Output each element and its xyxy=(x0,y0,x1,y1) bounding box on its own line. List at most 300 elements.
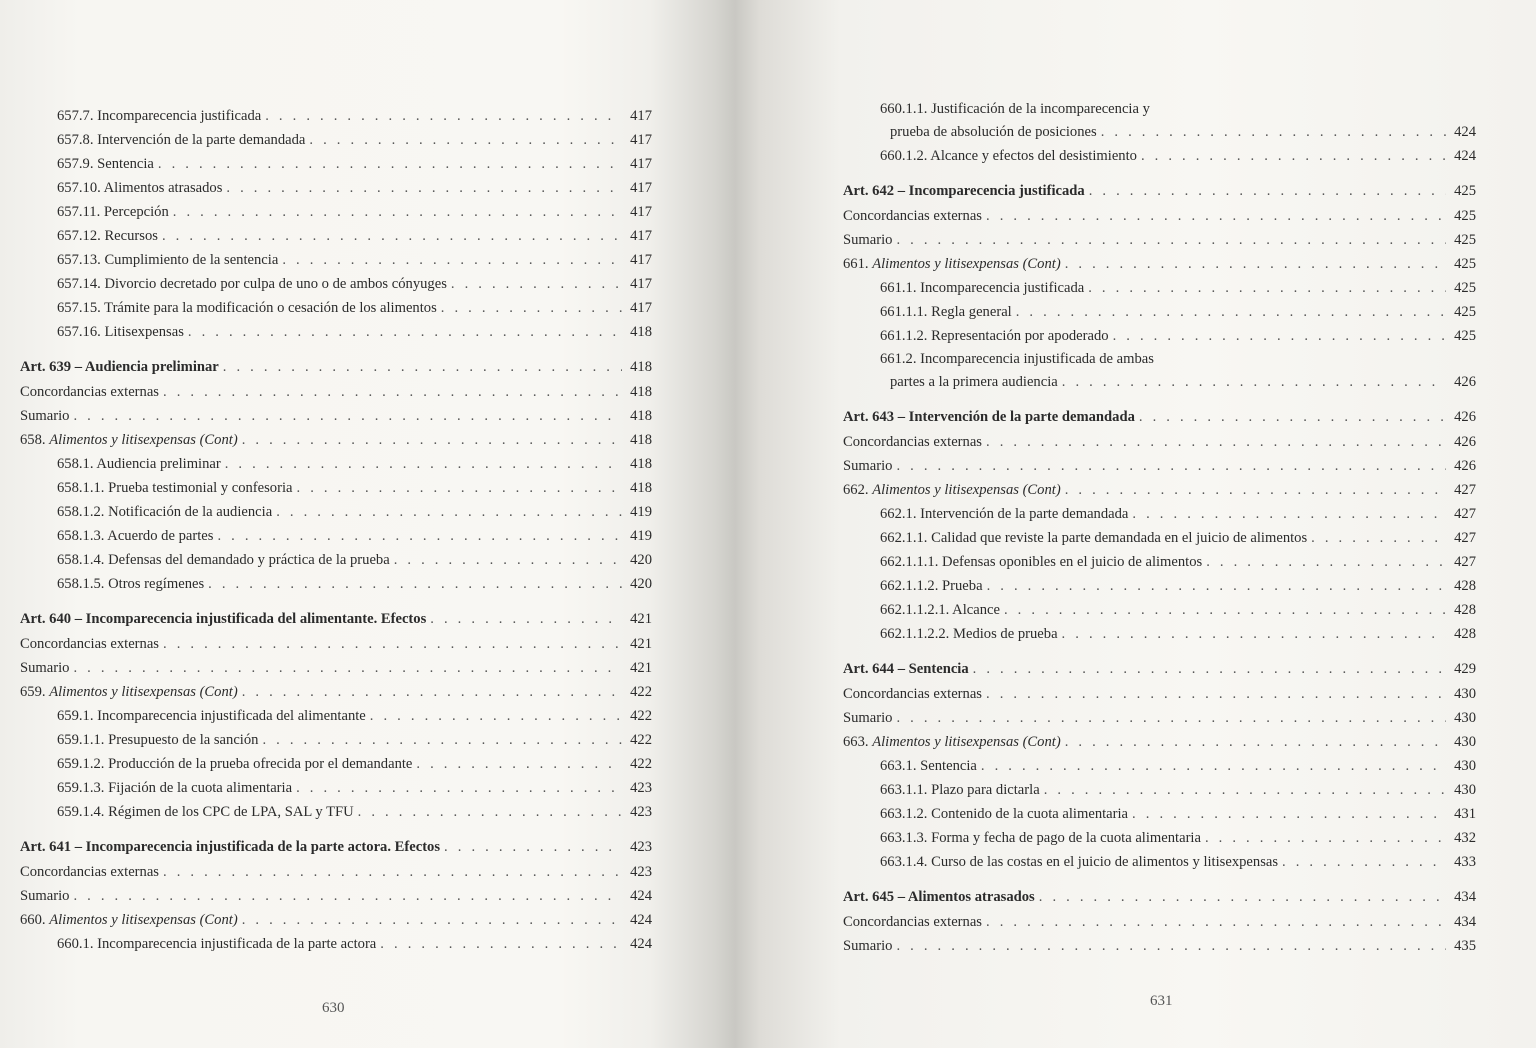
toc-entry-number: 659. xyxy=(20,684,46,700)
toc-page-number: 422 xyxy=(630,684,652,700)
toc-page-number: 434 xyxy=(1454,889,1476,905)
dot-leader xyxy=(896,228,1446,252)
toc-entry-title: Representación por apoderado xyxy=(931,328,1109,344)
toc-entry-title: Percepción xyxy=(103,204,169,220)
toc-entry-title: Incomparecencia injustificada de ambas xyxy=(920,351,1154,367)
toc-entry-title: Litisexpensas xyxy=(104,324,184,340)
toc-subentry xyxy=(20,104,652,128)
toc-entry-title: Alimentos y litisexpensas (Cont) xyxy=(49,912,238,928)
toc-entry-label xyxy=(880,324,1113,348)
toc-page-number: 417 xyxy=(630,276,652,292)
page-number-right: 631 xyxy=(1150,993,1173,1009)
dot-leader xyxy=(973,656,1446,682)
right-page xyxy=(740,0,1536,1048)
toc-page-number: 419 xyxy=(630,528,652,544)
dot-leader xyxy=(986,430,1446,454)
toc-entry-title: Audiencia preliminar xyxy=(96,456,221,472)
toc-subentry xyxy=(20,500,652,524)
toc-entry-title: Sumario xyxy=(843,938,893,954)
toc-entry-number: 658.1. xyxy=(57,456,94,472)
toc-page-number: 423 xyxy=(630,864,652,880)
toc-entry-label xyxy=(880,348,1158,370)
toc-subentry xyxy=(843,300,1476,324)
dot-leader xyxy=(73,656,622,680)
toc-entry-label xyxy=(880,778,1044,802)
toc-page-number: 424 xyxy=(1454,148,1476,164)
toc-entry-label xyxy=(20,606,430,632)
toc-page-number: 417 xyxy=(630,252,652,268)
toc-entry xyxy=(20,632,652,656)
dot-leader xyxy=(1113,324,1446,348)
dot-leader xyxy=(276,500,622,524)
toc-page-number: 424 xyxy=(630,888,652,904)
toc-entry-number: 661.1. xyxy=(880,280,917,296)
toc-page-number: 426 xyxy=(1454,434,1476,450)
toc-page-number: 417 xyxy=(630,132,652,148)
toc-entry xyxy=(843,910,1476,934)
toc-entry-label xyxy=(20,428,242,452)
toc-entry-label xyxy=(20,632,163,656)
toc-entry-label xyxy=(880,802,1132,826)
toc-entry-title: Alcance y efectos del desistimiento xyxy=(930,148,1137,164)
toc-page-number: 421 xyxy=(630,660,652,676)
dot-leader xyxy=(242,908,622,932)
toc-subentry xyxy=(20,200,652,224)
toc-page-number: 420 xyxy=(630,576,652,592)
toc-entry-label xyxy=(57,932,380,956)
toc-entry-number: 659.1.2. xyxy=(57,756,105,772)
toc-page-number: 425 xyxy=(1454,280,1476,296)
toc-entry-title: Sumario xyxy=(20,660,70,676)
toc-section-entry xyxy=(20,428,652,452)
dot-leader xyxy=(416,752,622,776)
dot-leader xyxy=(1004,598,1446,622)
dot-leader xyxy=(223,354,622,380)
dot-leader xyxy=(1065,478,1446,502)
toc-entry-title: Producción de la prueba ofrecida por el demandante xyxy=(108,756,413,772)
dot-leader xyxy=(1311,526,1446,550)
toc-entry-title: Incomparecencia injustificada de la parte actora xyxy=(97,936,377,952)
toc-entry-label xyxy=(57,452,225,476)
toc-entry-title: Presupuesto de la sanción xyxy=(108,732,259,748)
toc-subentry xyxy=(843,598,1476,622)
toc-subentry xyxy=(20,272,652,296)
article-title: Art. 645 – Alimentos atrasados xyxy=(843,889,1035,905)
toc-entry-title: Prueba testimonial y confesoria xyxy=(108,480,293,496)
toc-entry-label xyxy=(880,826,1205,850)
toc-subentry xyxy=(843,574,1476,598)
article-title: Art. 643 – Intervención de la parte demandada xyxy=(843,409,1135,425)
dot-leader xyxy=(208,572,622,596)
toc-entry-title: Forma y fecha de pago de la cuota alimentaria xyxy=(931,830,1201,846)
toc-entry-title-continued: prueba de absolución de posiciones xyxy=(890,124,1097,140)
article-title: Art. 644 – Sentencia xyxy=(843,661,969,677)
toc-entry-label xyxy=(843,430,986,454)
toc-page-number: 417 xyxy=(630,108,652,124)
toc-subentry xyxy=(20,248,652,272)
toc-entry-label xyxy=(57,704,370,728)
dot-leader xyxy=(896,706,1446,730)
toc-entry xyxy=(843,682,1476,706)
toc-entry-title: Concordancias externas xyxy=(20,636,159,652)
toc-entry-label xyxy=(57,200,173,224)
toc-entry-label xyxy=(57,128,309,152)
toc-page-number: 429 xyxy=(1454,661,1476,677)
toc-entry-title: Alimentos y litisexpensas (Cont) xyxy=(872,734,1061,750)
dot-leader xyxy=(173,200,622,224)
toc-entry-label xyxy=(880,622,1062,646)
right-table-of-contents xyxy=(843,98,1476,958)
toc-page-number: 425 xyxy=(1454,256,1476,272)
dot-leader xyxy=(444,834,622,860)
toc-entry-number: 657.7. xyxy=(57,108,94,124)
toc-entry-label xyxy=(843,178,1089,204)
toc-section-entry xyxy=(843,730,1476,754)
toc-entry-label xyxy=(843,404,1139,430)
toc-entry-number: 663.1.1. xyxy=(880,782,928,798)
toc-entry-label xyxy=(843,204,986,228)
toc-section-entry xyxy=(20,908,652,932)
toc-article-heading xyxy=(20,834,652,860)
toc-entry-title: Alcance xyxy=(952,602,1000,618)
toc-entry-number: 663.1.2. xyxy=(880,806,928,822)
toc-section-entry xyxy=(843,478,1476,502)
left-table-of-contents xyxy=(20,104,652,956)
toc-entry-label xyxy=(843,706,896,730)
toc-entry-number: 658.1.1. xyxy=(57,480,105,496)
dot-leader xyxy=(1016,300,1446,324)
toc-entry-title: Concordancias externas xyxy=(20,864,159,880)
toc-subentry xyxy=(20,524,652,548)
toc-entry-number: 657.15. xyxy=(57,300,101,316)
toc-entry-title: Prueba xyxy=(942,578,983,594)
toc-entry-label xyxy=(880,550,1206,574)
toc-subentry xyxy=(843,850,1476,874)
toc-entry-title: Alimentos y litisexpensas (Cont) xyxy=(872,256,1061,272)
dot-leader xyxy=(163,380,622,404)
toc-entry-number: 661.1.2. xyxy=(880,328,928,344)
toc-page-number: 417 xyxy=(630,180,652,196)
toc-entry-label xyxy=(57,320,188,344)
toc-page-number: 426 xyxy=(1454,409,1476,425)
toc-page-number: 430 xyxy=(1454,686,1476,702)
toc-entry xyxy=(20,404,652,428)
dot-leader xyxy=(163,632,622,656)
toc-page-number: 425 xyxy=(1454,183,1476,199)
toc-subentry xyxy=(20,728,652,752)
toc-page-number: 424 xyxy=(630,912,652,928)
toc-entry-label xyxy=(20,380,163,404)
toc-entry-label xyxy=(20,656,73,680)
toc-entry-title: Contenido de la cuota alimentaria xyxy=(931,806,1129,822)
toc-entry-title: Sentencia xyxy=(97,156,154,172)
dot-leader xyxy=(1141,144,1446,168)
toc-page-number: 430 xyxy=(1454,758,1476,774)
toc-entry-title: Alimentos y litisexpensas (Cont) xyxy=(49,432,238,448)
toc-page-number: 417 xyxy=(630,228,652,244)
toc-entry-title: Recursos xyxy=(104,228,158,244)
toc-entry-number: 658.1.4. xyxy=(57,552,105,568)
dot-leader xyxy=(1088,276,1446,300)
toc-entry-label xyxy=(843,910,986,934)
dot-leader xyxy=(1062,370,1446,394)
toc-entry-title: Concordancias externas xyxy=(843,914,982,930)
toc-article-heading xyxy=(843,884,1476,910)
toc-entry-continuation xyxy=(843,120,1476,144)
toc-entry-number: 660.1. xyxy=(57,936,94,952)
toc-entry-label xyxy=(57,776,296,800)
toc-entry-label xyxy=(880,300,1016,324)
toc-page-number: 420 xyxy=(630,552,652,568)
toc-entry-number: 660.1.1. xyxy=(880,101,928,117)
toc-entry-label xyxy=(880,144,1141,168)
toc-page-number: 427 xyxy=(1454,482,1476,498)
dot-leader xyxy=(242,680,622,704)
toc-entry-title: Calidad que reviste la parte demandada en el juicio de alimentos xyxy=(931,530,1308,546)
dot-leader xyxy=(1206,550,1446,574)
toc-page-number: 426 xyxy=(1454,458,1476,474)
dot-leader xyxy=(226,176,622,200)
toc-page-number: 428 xyxy=(1454,578,1476,594)
toc-entry-label xyxy=(20,884,73,908)
toc-subentry xyxy=(20,296,652,320)
toc-entry-label xyxy=(880,574,987,598)
toc-entry-title: Concordancias externas xyxy=(20,384,159,400)
toc-page-number: 418 xyxy=(630,432,652,448)
toc-entry-title: Notificación de la audiencia xyxy=(108,504,273,520)
toc-entry-title: Alimentos y litisexpensas (Cont) xyxy=(49,684,238,700)
toc-entry-number: 660. xyxy=(20,912,46,928)
toc-subentry xyxy=(20,800,652,824)
toc-entry-label xyxy=(843,478,1065,502)
toc-entry xyxy=(20,656,652,680)
toc-entry-title: Defensas oponibles en el juicio de alimentos xyxy=(942,554,1203,570)
toc-entry-number: 662.1.1.2. xyxy=(880,578,939,594)
toc-article-heading xyxy=(20,354,652,380)
toc-page-number: 425 xyxy=(1454,304,1476,320)
dot-leader xyxy=(1132,802,1446,826)
toc-subentry xyxy=(20,452,652,476)
toc-entry-title: Acuerdo de partes xyxy=(107,528,214,544)
toc-entry xyxy=(843,706,1476,730)
toc-entry-label xyxy=(57,572,208,596)
dot-leader xyxy=(262,728,622,752)
toc-entry-title: Sumario xyxy=(20,408,70,424)
toc-subentry xyxy=(843,502,1476,526)
toc-entry xyxy=(843,228,1476,252)
toc-entry-label xyxy=(843,454,896,478)
toc-entry-number: 658. xyxy=(20,432,46,448)
toc-entry xyxy=(843,348,1476,370)
toc-page-number: 421 xyxy=(630,611,652,627)
toc-entry-label xyxy=(20,908,242,932)
toc-entry-label xyxy=(843,884,1039,910)
toc-entry-label xyxy=(843,934,896,958)
dot-leader xyxy=(987,574,1446,598)
dot-leader xyxy=(441,296,622,320)
toc-entry-label xyxy=(57,248,282,272)
toc-entry-label xyxy=(880,526,1311,550)
dot-leader xyxy=(309,128,622,152)
dot-leader xyxy=(370,704,622,728)
toc-subentry xyxy=(20,548,652,572)
toc-entry-label xyxy=(57,104,265,128)
toc-entry xyxy=(843,98,1476,120)
toc-subentry xyxy=(20,128,652,152)
toc-entry-number: 662. xyxy=(843,482,869,498)
toc-entry-label xyxy=(880,276,1088,300)
toc-article-heading xyxy=(843,404,1476,430)
toc-subentry xyxy=(843,526,1476,550)
toc-entry-title: Otros regímenes xyxy=(108,576,205,592)
toc-entry-label xyxy=(843,656,973,682)
toc-entry-title: Intervención de la parte demandada xyxy=(920,506,1129,522)
toc-entry-title: Fijación de la cuota alimentaria xyxy=(108,780,293,796)
toc-page-number: 422 xyxy=(630,732,652,748)
toc-entry-label xyxy=(20,680,242,704)
toc-subentry xyxy=(20,704,652,728)
toc-subentry xyxy=(843,276,1476,300)
toc-entry-number: 658.1.2. xyxy=(57,504,105,520)
toc-entry-label xyxy=(20,834,444,860)
toc-subentry xyxy=(20,152,652,176)
dot-leader xyxy=(981,754,1446,778)
toc-page-number: 428 xyxy=(1454,602,1476,618)
toc-entry-title: Medios de prueba xyxy=(952,626,1058,642)
toc-entry-title: Divorcio decretado por culpa de uno o de ambos cónyuges xyxy=(104,276,447,292)
toc-entry-label xyxy=(20,354,223,380)
toc-page-number: 423 xyxy=(630,804,652,820)
toc-entry-label xyxy=(57,296,441,320)
toc-page-number: 421 xyxy=(630,636,652,652)
toc-entry-title: Plazo para dictarla xyxy=(931,782,1040,798)
toc-subentry xyxy=(20,224,652,248)
article-title: Art. 639 – Audiencia preliminar xyxy=(20,359,219,375)
toc-entry-title: Régimen de los CPC de LPA, SAL y TFU xyxy=(108,804,354,820)
dot-leader xyxy=(451,272,622,296)
dot-leader xyxy=(986,682,1446,706)
toc-article-heading xyxy=(20,606,652,632)
toc-page-number: 433 xyxy=(1454,854,1476,870)
toc-entry-title: Concordancias externas xyxy=(843,434,982,450)
toc-entry-title: Sumario xyxy=(843,710,893,726)
toc-entry-number: 663.1.3. xyxy=(880,830,928,846)
toc-entry-title: Sumario xyxy=(20,888,70,904)
dot-leader xyxy=(358,800,622,824)
toc-entry-title: Curso de las costas en el juicio de alimentos y litisexpensas xyxy=(931,854,1279,870)
dot-leader xyxy=(158,152,622,176)
toc-entry-number: 657.10. xyxy=(57,180,101,196)
toc-page-number: 418 xyxy=(630,359,652,375)
toc-page-number: 432 xyxy=(1454,830,1476,846)
dot-leader xyxy=(986,204,1446,228)
toc-entry-number: 657.12. xyxy=(57,228,101,244)
toc-entry-label xyxy=(880,98,1154,120)
toc-subentry xyxy=(20,572,652,596)
page-number-left: 630 xyxy=(322,1000,345,1016)
toc-page-number: 425 xyxy=(1454,328,1476,344)
toc-entry-title: Sumario xyxy=(843,458,893,474)
toc-entry-label xyxy=(843,730,1065,754)
toc-entry-number: 657.11. xyxy=(57,204,101,220)
toc-subentry xyxy=(20,476,652,500)
toc-entry-title: Concordancias externas xyxy=(843,208,982,224)
toc-entry-number: 658.1.3. xyxy=(57,528,105,544)
toc-page-number: 434 xyxy=(1454,914,1476,930)
toc-page-number: 417 xyxy=(630,300,652,316)
dot-leader xyxy=(896,454,1446,478)
toc-page-number: 427 xyxy=(1454,554,1476,570)
dot-leader xyxy=(1139,404,1446,430)
toc-entry-number: 662.1.1.1. xyxy=(880,554,939,570)
dot-leader xyxy=(1039,884,1446,910)
dot-leader xyxy=(163,860,622,884)
toc-page-number: 422 xyxy=(630,708,652,724)
toc-page-number: 430 xyxy=(1454,782,1476,798)
toc-entry-label xyxy=(57,548,394,572)
toc-entry-label xyxy=(880,598,1004,622)
dot-leader xyxy=(73,404,622,428)
toc-page-number: 417 xyxy=(630,156,652,172)
toc-entry-title: Alimentos atrasados xyxy=(103,180,223,196)
toc-entry-title: Defensas del demandado y práctica de la prueba xyxy=(108,552,390,568)
toc-page-number: 422 xyxy=(630,756,652,772)
toc-page-number: 418 xyxy=(630,384,652,400)
dot-leader xyxy=(1062,622,1446,646)
toc-entry-label xyxy=(57,524,217,548)
toc-entry-number: 661. xyxy=(843,256,869,272)
dot-leader xyxy=(394,548,622,572)
toc-entry-title: Concordancias externas xyxy=(843,686,982,702)
toc-entry-number: 657.14. xyxy=(57,276,101,292)
toc-subentry xyxy=(20,320,652,344)
toc-entry xyxy=(843,430,1476,454)
toc-page-number: 431 xyxy=(1454,806,1476,822)
dot-leader xyxy=(896,934,1446,958)
dot-leader xyxy=(1132,502,1446,526)
dot-leader xyxy=(297,476,623,500)
toc-entry-label xyxy=(57,152,158,176)
dot-leader xyxy=(73,884,622,908)
toc-entry-title: Incomparecencia justificada xyxy=(920,280,1085,296)
toc-page-number: 425 xyxy=(1454,232,1476,248)
dot-leader xyxy=(1205,826,1446,850)
toc-entry-number: 657.13. xyxy=(57,252,101,268)
toc-entry xyxy=(843,454,1476,478)
dot-leader xyxy=(188,320,622,344)
toc-page-number: 418 xyxy=(630,456,652,472)
toc-entry xyxy=(843,204,1476,228)
toc-entry-number: 661.2. xyxy=(880,351,917,367)
toc-entry-label xyxy=(843,228,896,252)
toc-page-number: 423 xyxy=(630,839,652,855)
toc-entry-title: Incomparecencia justificada xyxy=(97,108,262,124)
toc-page-number: 430 xyxy=(1454,710,1476,726)
toc-entry-label xyxy=(57,476,297,500)
toc-entry-label xyxy=(880,754,981,778)
left-page xyxy=(0,0,700,1048)
toc-entry-number: 660.1.2. xyxy=(880,148,928,164)
dot-leader xyxy=(1044,778,1446,802)
dot-leader xyxy=(296,776,622,800)
toc-entry-title: Sentencia xyxy=(920,758,977,774)
toc-subentry xyxy=(20,776,652,800)
dot-leader xyxy=(380,932,622,956)
toc-entry xyxy=(20,860,652,884)
dot-leader xyxy=(430,606,622,632)
toc-entry-title: Cumplimiento de la sentencia xyxy=(104,252,279,268)
toc-entry-number: 661.1.1. xyxy=(880,304,928,320)
